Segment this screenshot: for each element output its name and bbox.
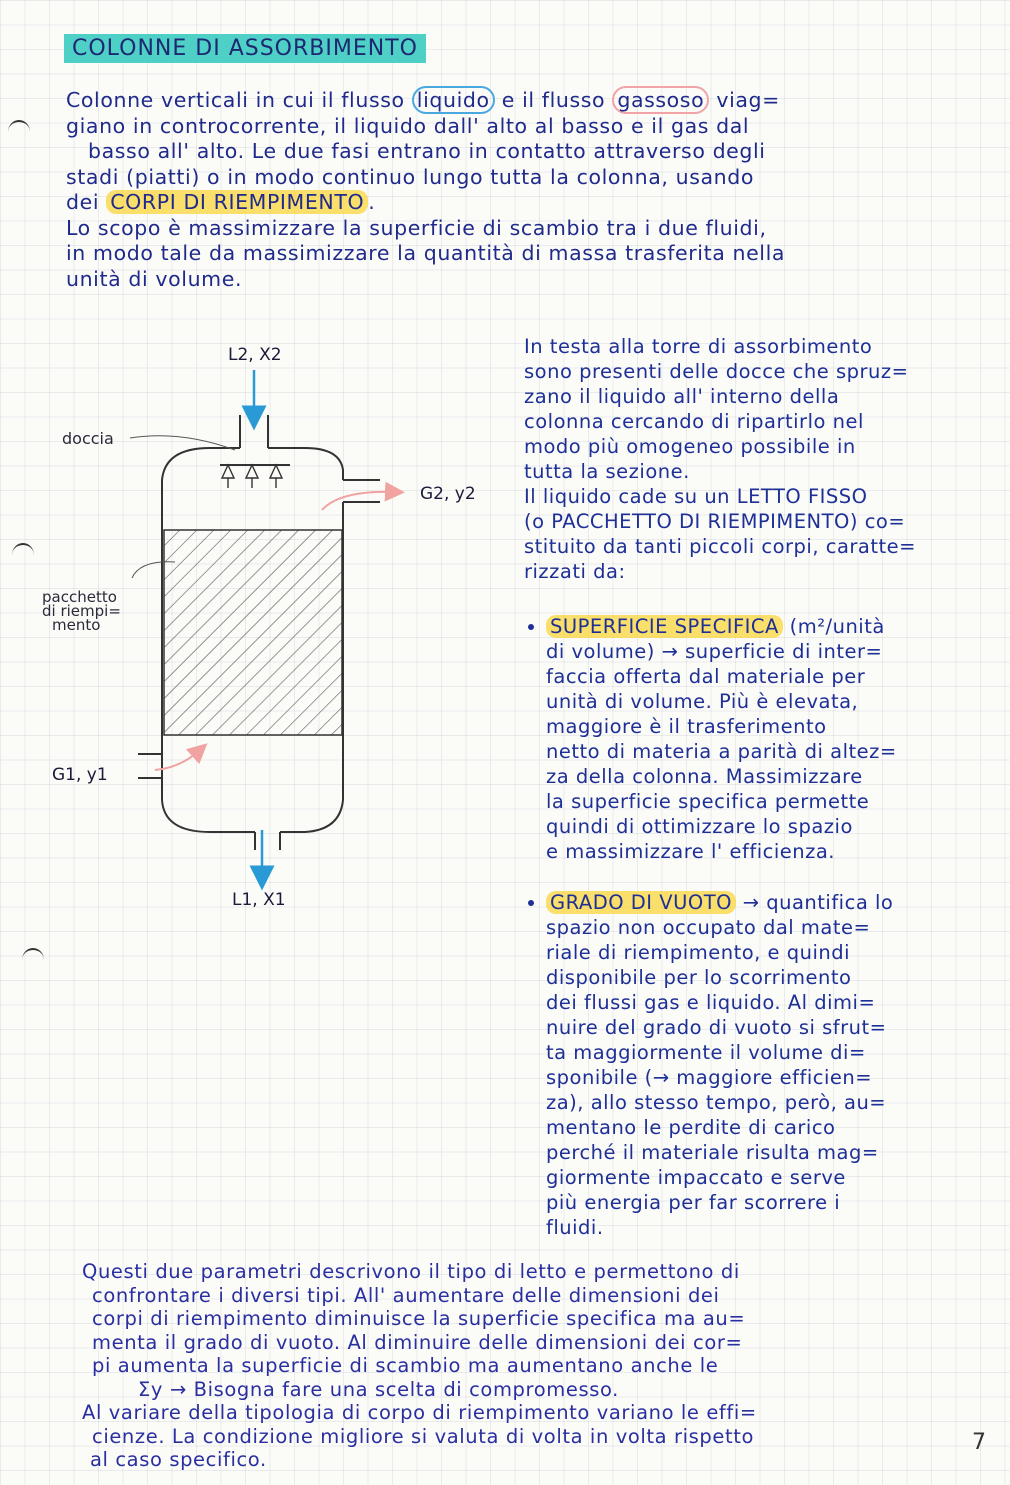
bullet-line: riale di riempimento, e quindi [546, 941, 851, 964]
intro-line: basso all' alto. Le due fasi entrano in contatto attraverso degli [88, 139, 766, 163]
bottom-line: cienze. La condizione migliore si valuta di volta in volta rispetto [92, 1424, 754, 1448]
right-line: sono presenti delle docce che spruz= [524, 360, 909, 383]
bottom-line: al caso specifico. [90, 1448, 267, 1471]
top-inlet-pipe [240, 415, 268, 448]
gas-inlet-pipe [138, 754, 162, 800]
column-bottom-cap [162, 800, 343, 832]
bullet-dot [528, 900, 534, 906]
bullet-line: perché il materiale risulta mag= [546, 1141, 879, 1164]
bottom-line: Al variare della tipologia di corpo di riempimento variano le effi= [82, 1401, 757, 1424]
superficie-specifica-highlight: SUPERFICIE SPECIFICA [546, 615, 783, 638]
right-line: modo più omogeneo possibile in [524, 435, 856, 458]
bullet-line: giormente impaccato e serve [546, 1166, 846, 1189]
right-line: zano il liquido all' interno della [524, 385, 840, 408]
gas-out-arrow [322, 492, 395, 510]
label-pacchetto: pacchetto di riempi= mento [42, 588, 121, 634]
bullet-line: la superficie specifica permette [546, 790, 870, 813]
bottom-line: confrontare i diversi tipi. All' aumentare delle dimensioni dei [92, 1283, 720, 1307]
bottom-paragraph [82, 1260, 982, 1472]
label-g2-y2: G2, y2 [420, 484, 476, 504]
intro-line: dei CORPI DI RIEMPIMENTO . [66, 190, 376, 214]
right-line: rizzati da: [524, 560, 626, 583]
bullet-line: faccia offerta dal materiale per [546, 665, 866, 688]
right-line: Il liquido cade su un LETTO FISSO [524, 485, 868, 508]
bullet-line: ta maggiormente il volume di= [546, 1041, 866, 1064]
right-line: In testa alla torre di assorbimento [524, 335, 873, 358]
label-l1-x1: L1, X1 [232, 890, 286, 910]
bullet-line: spazio non occupato dal mate= [546, 916, 871, 939]
bullet-line: maggiore è il trasferimento [546, 715, 827, 738]
right-line: colonna cercando di ripartirlo nel [524, 410, 864, 433]
gas-outlet-pipe [343, 480, 380, 520]
page-number: 7 [972, 1430, 986, 1455]
bullet-line: fluidi. [546, 1216, 604, 1239]
bottom-line: Questi due parametri descrivono il tipo di letto e permettono di [82, 1260, 740, 1283]
bullet-line: e massimizzare l' efficienza. [546, 840, 835, 863]
bullet-line: za), allo stesso tempo, però, au= [546, 1091, 887, 1114]
punch-hole-mark [22, 948, 44, 972]
bullet-line: unità di volume. Più è elevata, [546, 690, 859, 713]
bottom-line: Σy → Bisogna fare una scelta di compromesso. [138, 1377, 619, 1401]
bullet-line: mentano le perdite di carico [546, 1116, 836, 1139]
bullet-line: di volume) → superficie di inter= [546, 640, 883, 663]
bottom-line: pi aumenta la superficie di scambio ma aumentano anche le [92, 1354, 719, 1377]
label-doccia: doccia [62, 429, 114, 448]
right-line: (o PACCHETTO DI RIEMPIMENTO) co= [524, 510, 906, 533]
shower-nozzles [222, 465, 282, 488]
packing-bed [164, 530, 342, 735]
bullet-line: disponibile per lo scorrimento [546, 966, 852, 989]
bullet-line: più energia per far scorrere i [546, 1191, 841, 1214]
bullet-grado-di-vuoto: GRADO DI VUOTO → quantifica lo spazio non occupato dal mate= riale di riempimento, e quindi disponibile per lo scorrimento dei flussi gas e liquido. Al dimi= nuire del grado di vuoto si sfrut= ta maggiormente il volume di= sponibile (→ maggiore efficien= za), allo stesso tempo, però, au= mentano le perdite di carico perché il materiale risulta mag= giormente impaccato e serve più energia per far scorrere i fluidi. [528, 890, 978, 1240]
intro-line: Lo scopo è massimizzare la superficie di scambio tra i due fluidi, [66, 215, 767, 240]
intro-paragraph [66, 88, 981, 292]
label-l2-x2: L2, X2 [228, 345, 282, 365]
bullet-line: za della colonna. Massimizzare [546, 765, 863, 788]
right-paragraph [524, 334, 984, 584]
bullet-line: quindi di ottimizzare lo spazio [546, 815, 853, 838]
gassoso-circled: gassoso [612, 86, 709, 114]
bullet-line: nuire del grado di vuoto si sfrut= [546, 1016, 887, 1039]
intro-line: giano in controcorrente, il liquido dall' alto al basso e il gas dal [66, 113, 750, 138]
punch-hole-mark [8, 120, 30, 144]
page-title: COLONNE DI ASSORBIMENTO [64, 34, 426, 63]
intro-line: unità di volume. [66, 266, 243, 291]
bottom-line: corpi di riempimento diminuisce la superficie specifica ma au= [92, 1307, 746, 1330]
right-line: stituito da tanti piccoli corpi, caratte= [524, 535, 916, 558]
liquido-circled: liquido [412, 86, 495, 114]
bottom-outlet-pipe [255, 832, 280, 850]
intro-line: Colonne verticali in cui il flusso liquido e il flusso gassoso viag= [66, 88, 780, 112]
bullet-superficie-specifica: SUPERFICIE SPECIFICA (m²/unità di volume) → superficie di inter= faccia offerta dal materiale per unità di volume. Più è elevata, maggiore è il trasferimento netto di materia a parità di altez= za della colonna. Massimizzare la superficie specifica permette quindi di ottimizzare lo spazio e massimizzare l' efficienza. [528, 614, 978, 864]
intro-line: in modo tale da massimizzare la quantità di massa trasferita nella [66, 241, 786, 265]
bullet-line: sponibile (→ maggiore efficien= [546, 1066, 873, 1089]
intro-line: stadi (piatti) o in modo continuo lungo tutta la colonna, usando [66, 164, 755, 189]
bottom-line: menta il grado di vuoto. Al diminuire delle dimensioni dei cor= [92, 1330, 743, 1354]
punch-hole-mark [12, 543, 34, 567]
corpi-riempimento-highlight: CORPI DI RIEMPIMENTO [106, 190, 368, 214]
bullet-line: dei flussi gas e liquido. Al dimi= [546, 991, 876, 1014]
label-g1-y1: G1, y1 [52, 765, 108, 785]
bullet-dot [528, 624, 534, 630]
grado-di-vuoto-highlight: GRADO DI VUOTO [546, 891, 736, 914]
right-line: tutta la sezione. [524, 460, 690, 483]
bullet-line: netto di materia a parità di altez= [546, 740, 897, 763]
